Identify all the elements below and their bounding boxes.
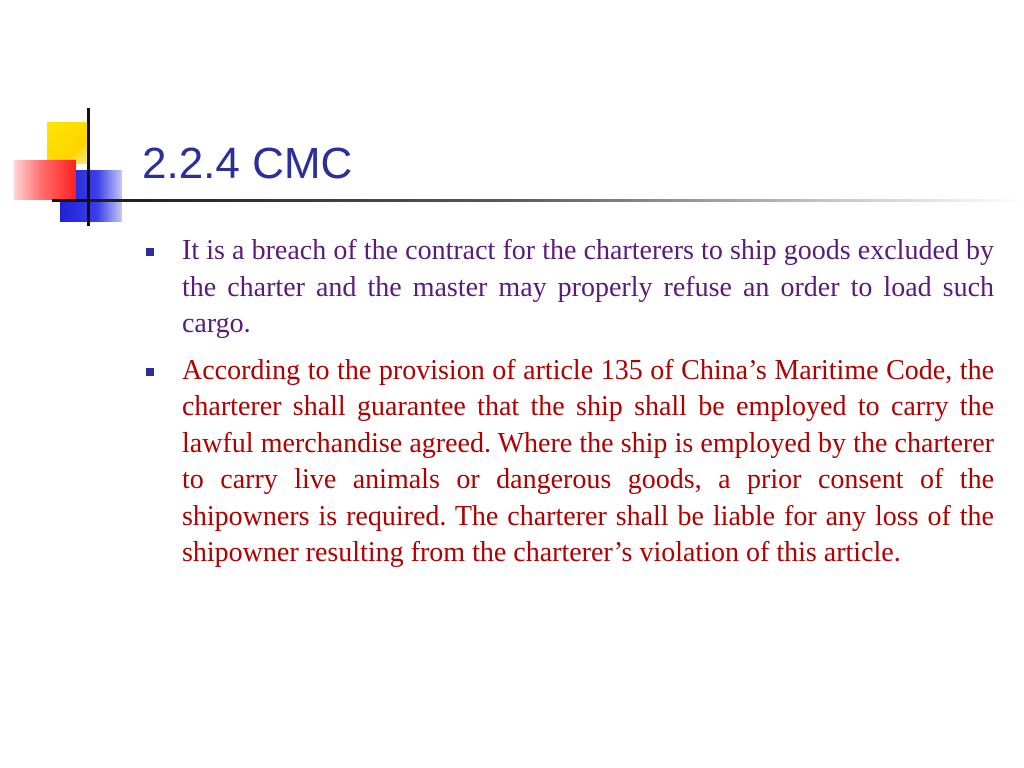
title-underline-rule — [90, 199, 1024, 202]
vertical-line-decoration — [87, 108, 90, 226]
decorative-squares-logo — [0, 0, 140, 240]
bullet-text: According to the provision of article 135 of China’s Maritime Code, the charterer shall guarantee that the ship shall be employed to carry the lawful merchandise agreed. Where the ship is employed by the charterer to carry live animals or dangerous goods, a prior consent of the shipowners is required. The charterer shall be liable for any loss of the shipowner resulting from the charterer’s violation of this article. — [182, 354, 994, 568]
red-square-decoration — [14, 160, 76, 200]
slide-title: 2.2.4 CMC — [142, 139, 353, 188]
square-bullet-icon — [146, 248, 154, 256]
bullet-item — [140, 233, 994, 343]
bullet-text: It is a breach of the contract for the charterers to ship goods excluded by the charter and the master may properly refuse an order to load such cargo. — [182, 235, 994, 339]
square-bullet-icon — [146, 368, 154, 376]
yellow-square-decoration — [47, 122, 87, 164]
bullet-list — [140, 233, 994, 582]
bullet-item — [140, 353, 994, 572]
